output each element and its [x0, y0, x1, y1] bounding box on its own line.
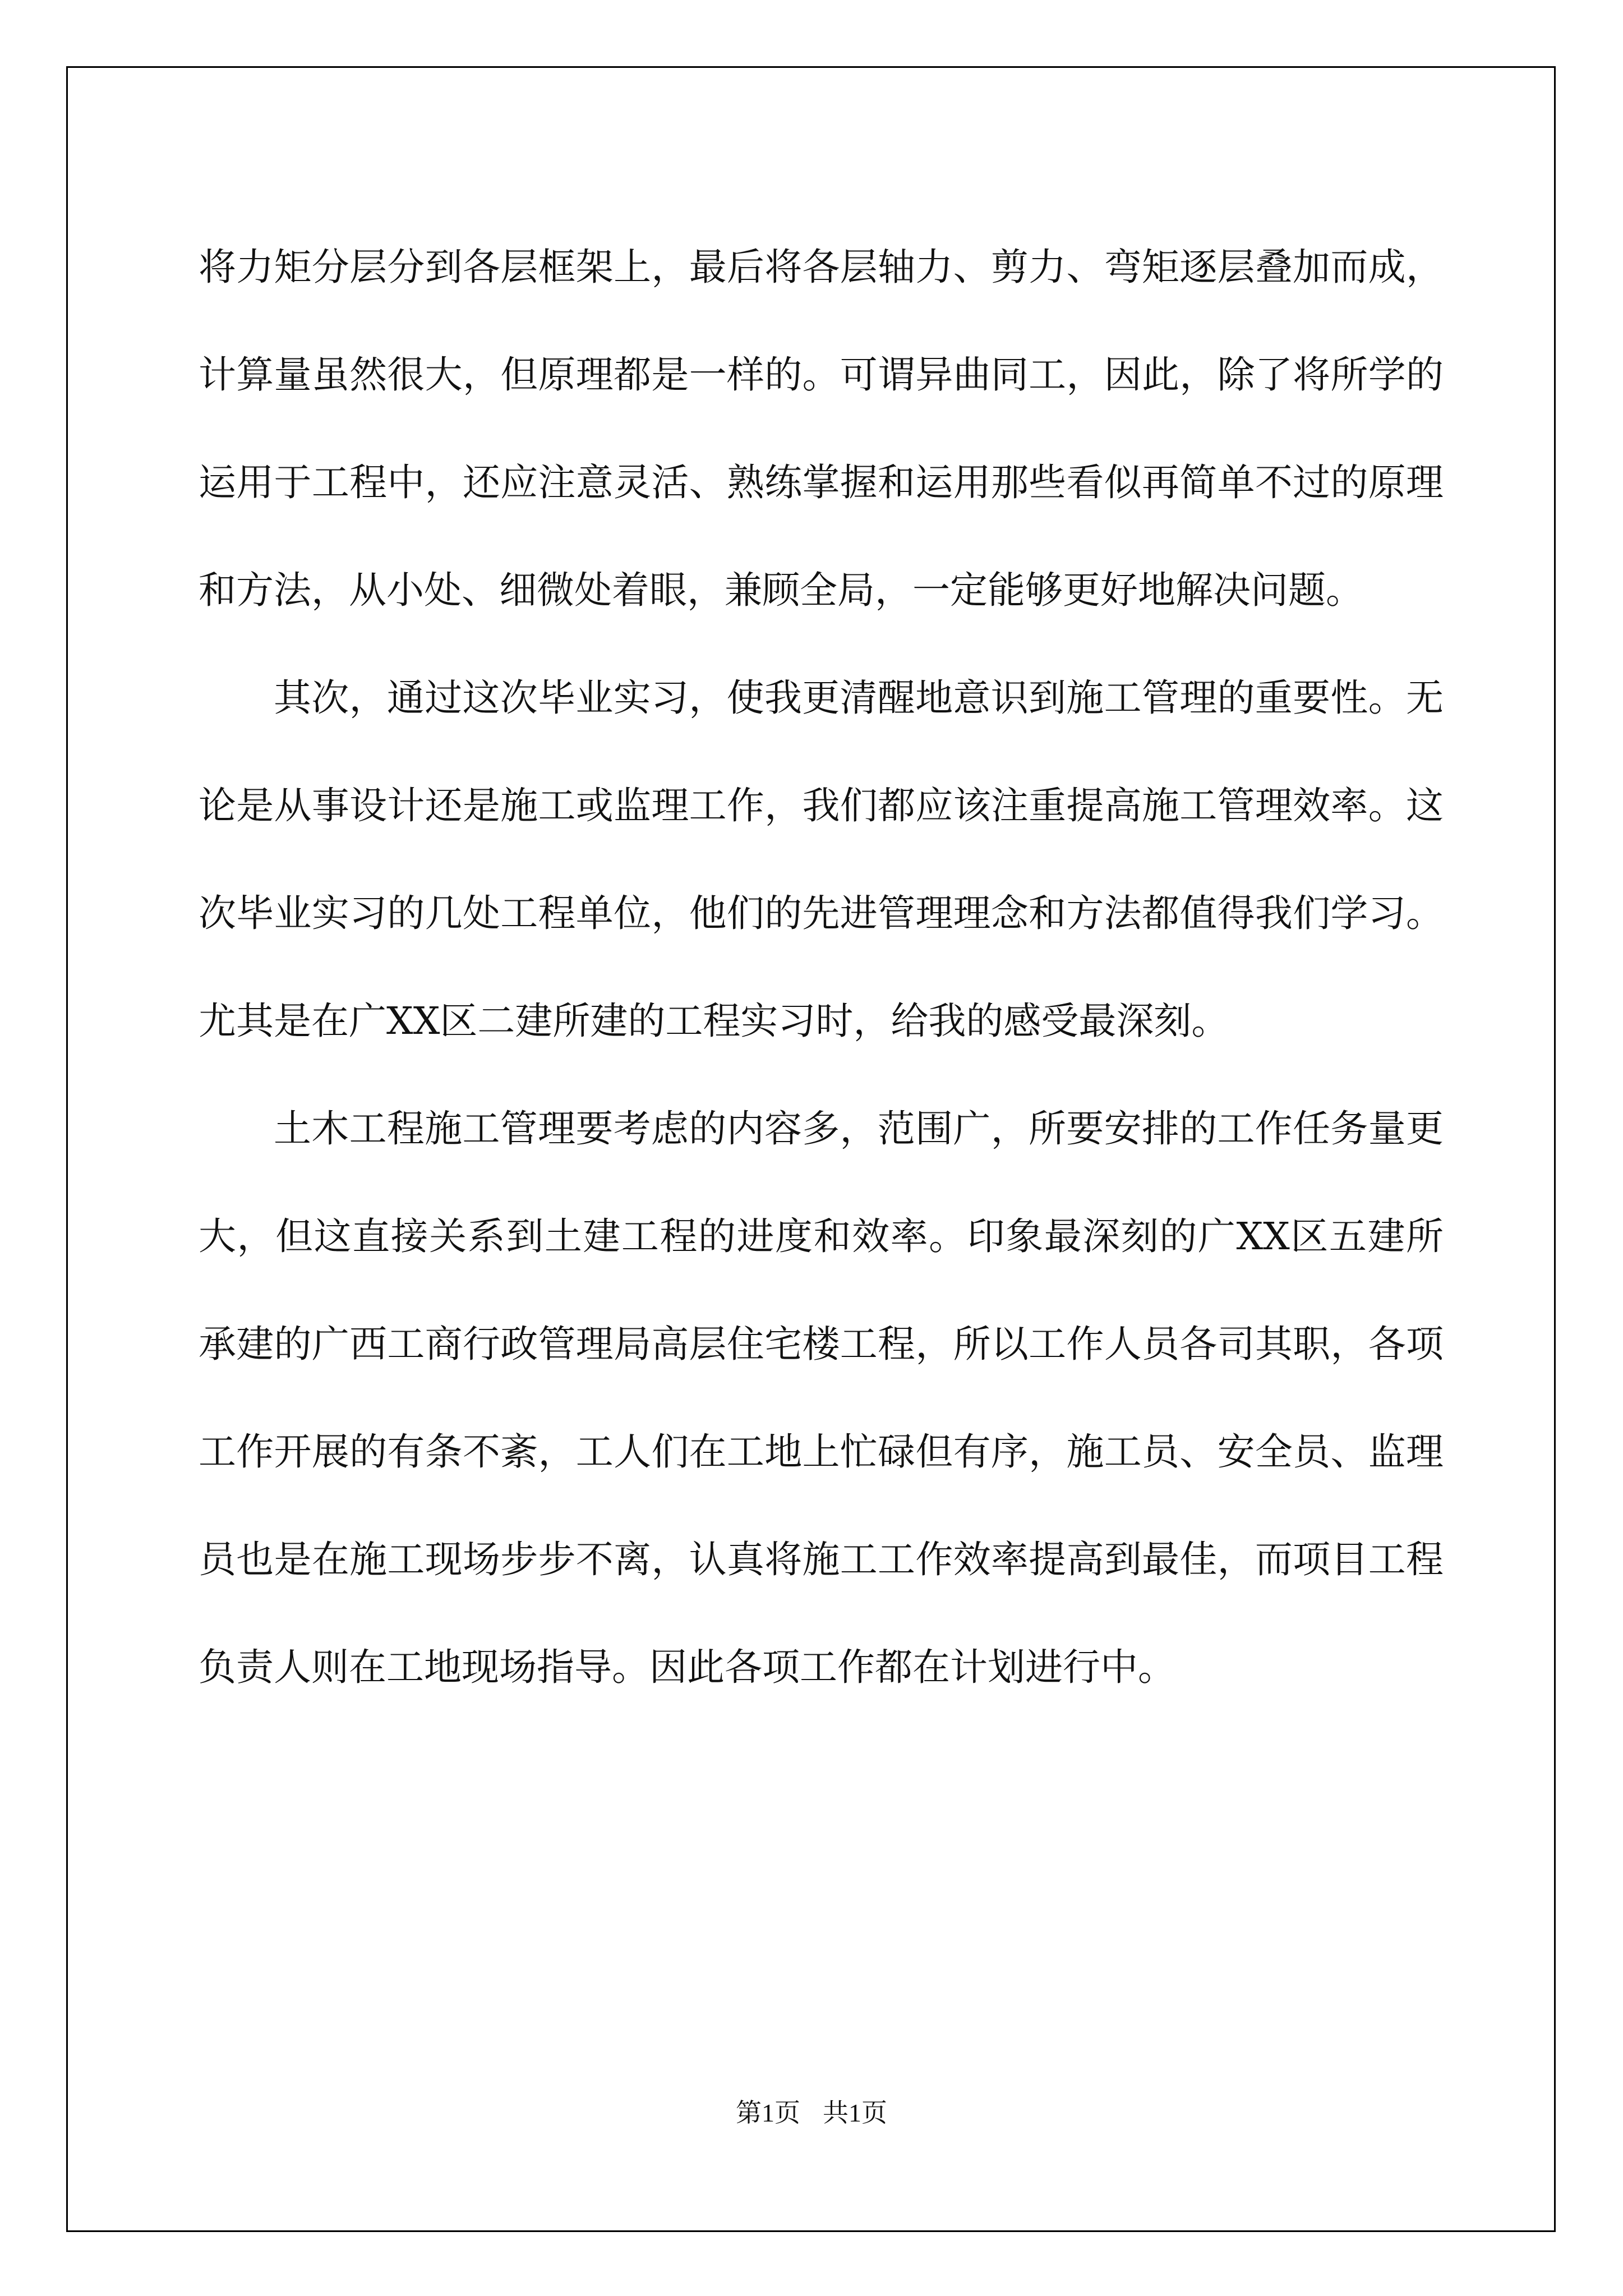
paragraph-1: 将力矩分层分到各层框架上，最后将各层轴力、剪力、弯矩逐层叠加而成，计算量虽然很大，但原理都是一样的。可谓异曲同工，因此，除了将所学的运用于工程中，还应注意灵活、熟练掌握和运用那些看似再简单不过的原理和方法，从小处、细微处着眼，兼顾全局，一定能够更好地解决问题。	[199, 245, 1444, 612]
paragraph-2: 其次，通过这次毕业实习，使我更清醒地意识到施工管理的重要性。无论是从事设计还是施工或监理工作，我们都应该注重提高施工管理效率。这次毕业实习的几处工程单位，他们的先进管理理念和方法都值得我们学习。尤其是在广XX区二建所建的工程实习时，给我的感受最深刻。	[199, 676, 1444, 1043]
page-number: 第1页	[736, 2099, 800, 2127]
document-body	[199, 213, 1444, 1721]
paragraph-3: 土木工程施工管理要考虑的内容多，范围广，所要安排的工作任务量更大，但这直接关系到土建工程的进度和效率。印象最深刻的广XX区五建所承建的广西工商行政管理局高层住宅楼工程，所以工作人员各司其职，各项工作开展的有条不紊，工人们在工地上忙碌但有序，施工员、安全员、监理员也是在施工现场步步不离，认真将施工工作效率提高到最佳，而项目工程负责人则在工地现场指导。因此各项工作都在计划进行中。	[199, 1107, 1444, 1689]
page-total: 共1页	[823, 2099, 887, 2127]
page-footer	[0, 2092, 1623, 2129]
